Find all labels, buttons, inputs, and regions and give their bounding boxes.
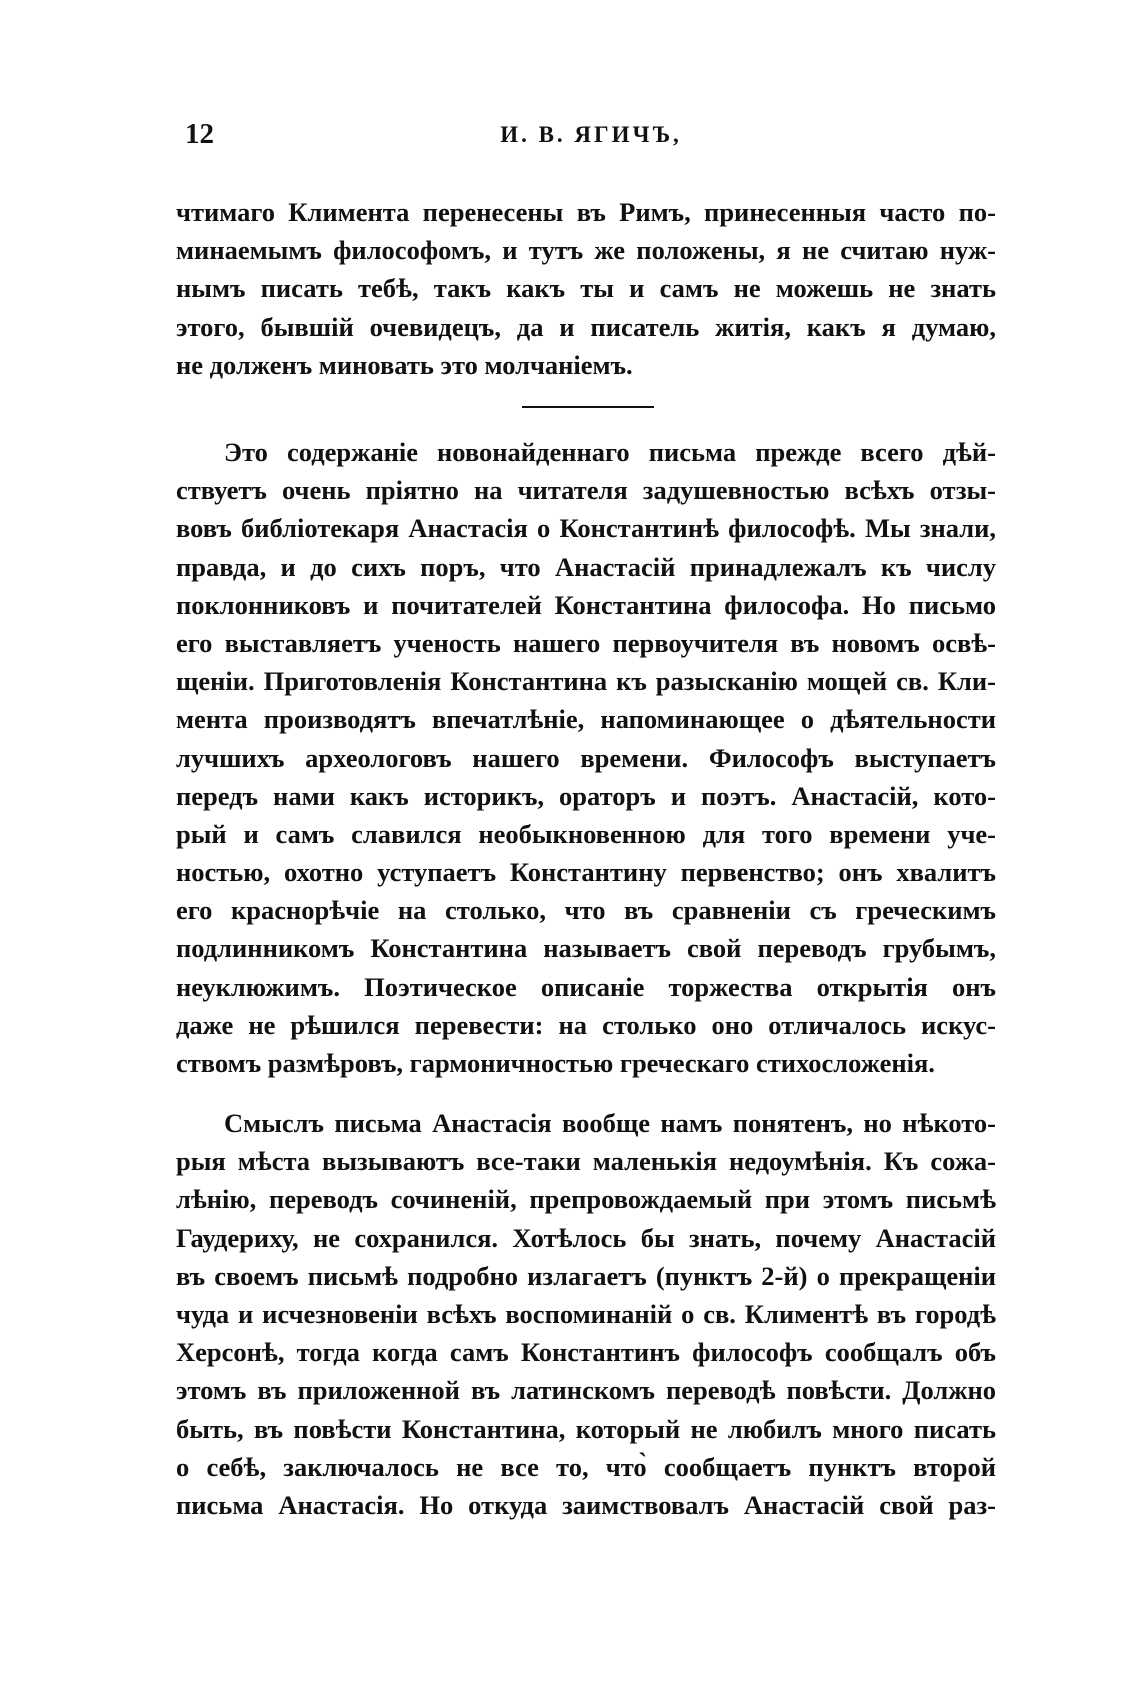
- text-line: чуда и исчезновеніи всѣхъ воспоминаній о св. Климентѣ въ городѣ: [176, 1298, 996, 1329]
- section-separator-rule: [522, 406, 654, 408]
- paragraph-letter-meaning: [176, 1104, 996, 1524]
- text-line: Херсонѣ, тогда когда самъ Константинъ философъ сообщалъ объ: [176, 1337, 996, 1368]
- text-line: въ своемъ письмѣ подробно излагаетъ (пунктъ 2-й) о прекращеніи: [176, 1260, 996, 1291]
- running-title: И. В. ЯГИЧЪ,: [500, 122, 682, 147]
- text-line: рыя мѣста вызываютъ все-таки маленькія недоумѣнія. Къ сожа-: [176, 1146, 996, 1177]
- text-line: этомъ въ приложенной въ латинскомъ переводѣ повѣсти. Должно: [176, 1375, 996, 1406]
- text-line: этого, бывшій очевидецъ, да и писатель житія, какъ я думаю,: [176, 311, 996, 342]
- text-line: быть, въ повѣсти Константина, который не любилъ много писать: [176, 1413, 996, 1444]
- text-line: вовъ библіотекаря Анастасія о Константинѣ философѣ. Мы знали,: [176, 513, 996, 544]
- page-header: [185, 118, 997, 158]
- text-line: нымъ писать тебѣ, такъ какъ ты и самъ не можешь не знать: [176, 273, 996, 304]
- text-line: правда, и до сихъ поръ, что Анастасій принадлежалъ къ числу: [176, 551, 996, 582]
- text-line: ствомъ размѣровъ, гармоничностью греческаго стихосложенія.: [176, 1048, 935, 1078]
- text-line: его краснорѣчіе на столько, что въ сравненіи съ греческимъ: [176, 895, 996, 926]
- text-line: подлинникомъ Константина называетъ свой переводъ грубымъ,: [176, 933, 996, 964]
- page-number: 12: [185, 118, 214, 150]
- text-line: неуклюжимъ. Поэтическое описаніе торжества открытія онъ: [176, 971, 996, 1002]
- text-line: Смыслъ письма Анастасія вообще намъ понятенъ, но нѣкото-: [224, 1108, 996, 1138]
- text-line: о себѣ, заключалось не все то, что̀ сообщаетъ пунктъ второй: [176, 1451, 996, 1482]
- text-line: передъ нами какъ историкъ, ораторъ и поэтъ. Анастасій, кото-: [176, 780, 996, 811]
- text-line: чтимаго Климента перенесены въ Римъ, принесенныя часто по-: [176, 197, 996, 227]
- text-line: ностью, охотно уступаетъ Константину первенство; онъ хвалитъ: [176, 857, 996, 888]
- text-line: даже не рѣшился перевести: на столько оно отличалось искус-: [176, 1009, 996, 1040]
- paragraph-content-summary: [176, 433, 996, 1082]
- text-line: Это содержаніе новонайденнаго письма прежде всего дѣй-: [224, 437, 996, 467]
- text-line: рый и самъ славился необыкновенною для того времени уче-: [176, 818, 996, 849]
- text-line: его выставляетъ ученость нашего первоучителя въ новомъ освѣ-: [176, 627, 996, 658]
- text-line: письма Анастасія. Но откуда заимствовалъ Анастасій свой раз-: [176, 1489, 996, 1520]
- text-line: не долженъ миновать это молчаніемъ.: [176, 349, 633, 380]
- text-line: лучшихъ археологовъ нашего времени. Философъ выступаетъ: [176, 742, 996, 773]
- text-line: поклонниковъ и почитателей Константина философа. Но письмо: [176, 589, 996, 620]
- text-line: ствуетъ очень пріятно на читателя задушевностью всѣхъ отзы-: [176, 475, 996, 506]
- text-line: лѣнію, переводъ сочиненій, препровождаемый при этомъ письмѣ: [176, 1184, 996, 1215]
- text-line: щеніи. Приготовленія Константина къ разысканію мощей св. Кли-: [176, 666, 996, 697]
- paragraph-continuation: [176, 193, 996, 384]
- text-line: минаемымъ философомъ, и тутъ же положены, я не считаю нуж-: [176, 235, 996, 266]
- text-line: Гаудериху, не сохранился. Хотѣлось бы знать, почему Анастасій: [176, 1222, 996, 1253]
- text-line: мента производятъ впечатлѣніе, напоминающее о дѣятельности: [176, 704, 996, 735]
